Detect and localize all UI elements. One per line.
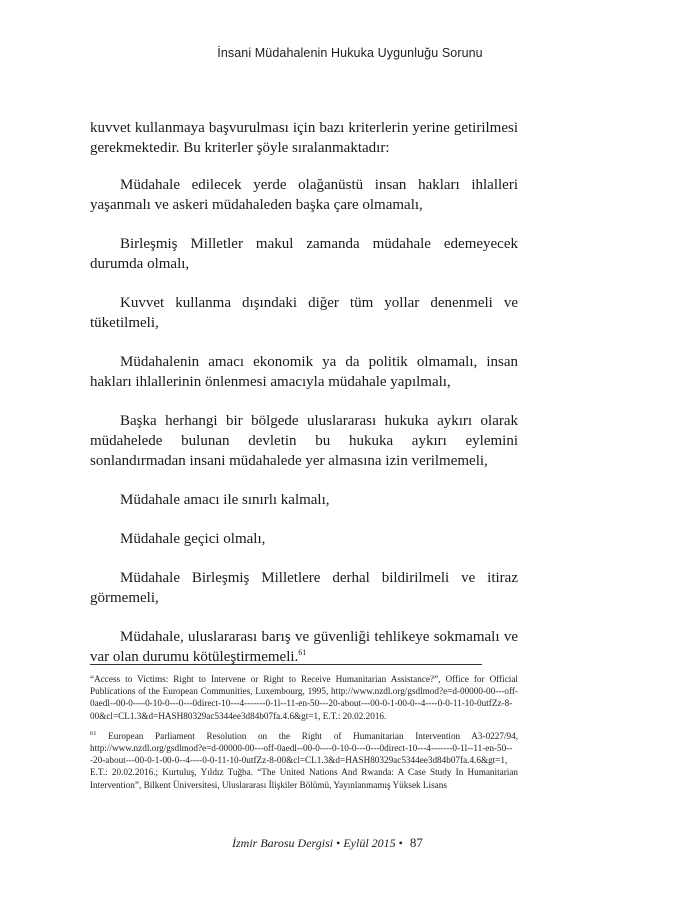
issue-date: Eylül 2015 — [343, 836, 396, 850]
criterion-item: Kuvvet kullanma dışındaki diğer tüm yollar denenmeli ve tüketilmeli, — [90, 295, 518, 331]
footnote-marker: 61 — [90, 729, 97, 737]
page-number: 87 — [409, 835, 423, 850]
body-text — [90, 118, 518, 667]
criterion-item: Başka herhangi bir bölgede uluslararası hukuka aykırı olarak müdahelede bulunan devletin bu hukuka aykırı eylemini sonlandırmadan insani müdahalede yer almasına izin verilmemeli, — [90, 413, 518, 469]
footnote-ref-61[interactable]: 61 — [298, 648, 307, 657]
page-footer — [232, 835, 423, 851]
footer-separator: • — [336, 836, 341, 850]
footnote-divider — [90, 664, 482, 665]
footnote-61-text: European Parliament Resolution on the Right of Humanitarian Intervention A3-0227/94, http://www.nzdl.org/gsdlmod?e=d-00000-00---off-0aedl--00-0----0-10-0---0---0direct-10---4-------0-1l--11-en-50---20-about---00-0-1-00-0--4----0-0-11-10-0utfZz-8-00&cl=CL1.3&d=HASH80329ac5344ee3d84b07fa.4.6&gt=1, E.T.: 20.02.2016.; Kurtuluş, Yıldız Tuğba. “The United Nations And Rwanda: A Case Study In Humanitarian Intervention”, Bilkent Üniversitesi, Uluslararası İlişkiler Bölümü, Yayınlanmamış Yüksek Lisans — [90, 730, 519, 790]
criterion-item: Müdahalenin amacı ekonomik ya da politik olmamalı, insan hakları ihlallerinin önlenmesi amacıyla müdahale yapılmalı, — [90, 354, 518, 390]
criterion-item: Müdahale amacı ile sınırlı kalmalı, — [120, 492, 330, 508]
criterion-item-last — [90, 627, 518, 667]
footnote-continued: “Access to Victims: Right to Intervene or Right to Receive Humanitarian Assistance?”, Office for Official Publications of the European Communities, Luxembourg, 1995, http://www.nzdl.org/gsdlmod?e=d-00000-00---off-0aedl--00-0----0-10-0---0---0direct-10---4-------0-1l--11-en-50---20-about---00-0-1-00-0--4----0-0-11-10-0utfZz-8-00&cl=CL1.3&d=HASH80329ac5344ee3d84b07fa.4.6&gt=1, E.T.: 20.02.2016. — [90, 674, 518, 721]
criterion-item: Birleşmiş Milletler makul zamanda müdahale edemeyecek durumda olmalı, — [90, 236, 518, 272]
intro-paragraph: kuvvet kullanmaya başvurulması için bazı kriterlerin yerine getirilmesi gerekmektedir. Bu kriterler şöyle sıralanmaktadır: — [90, 120, 518, 156]
footnote-61 — [90, 730, 518, 791]
criterion-text: Müdahale, uluslararası barış ve güvenliği tehlikeye sokmamalı ve var olan durumu kötüleştirmemeli. — [90, 629, 518, 665]
footnotes — [90, 673, 518, 791]
running-header: İnsani Müdahalenin Hukuka Uygunluğu Sorunu — [217, 46, 483, 60]
journal-name: İzmir Barosu Dergisi — [232, 836, 334, 850]
criterion-item: Müdahale geçici olmalı, — [120, 531, 266, 547]
footer-separator: • — [398, 836, 403, 850]
criterion-item: Müdahale edilecek yerde olağanüstü insan hakları ihlalleri yaşanmalı ve askeri müdahaleden başka çare olmamalı, — [90, 177, 518, 213]
criterion-item: Müdahale Birleşmiş Milletlere derhal bildirilmeli ve itiraz görmemeli, — [90, 570, 518, 606]
